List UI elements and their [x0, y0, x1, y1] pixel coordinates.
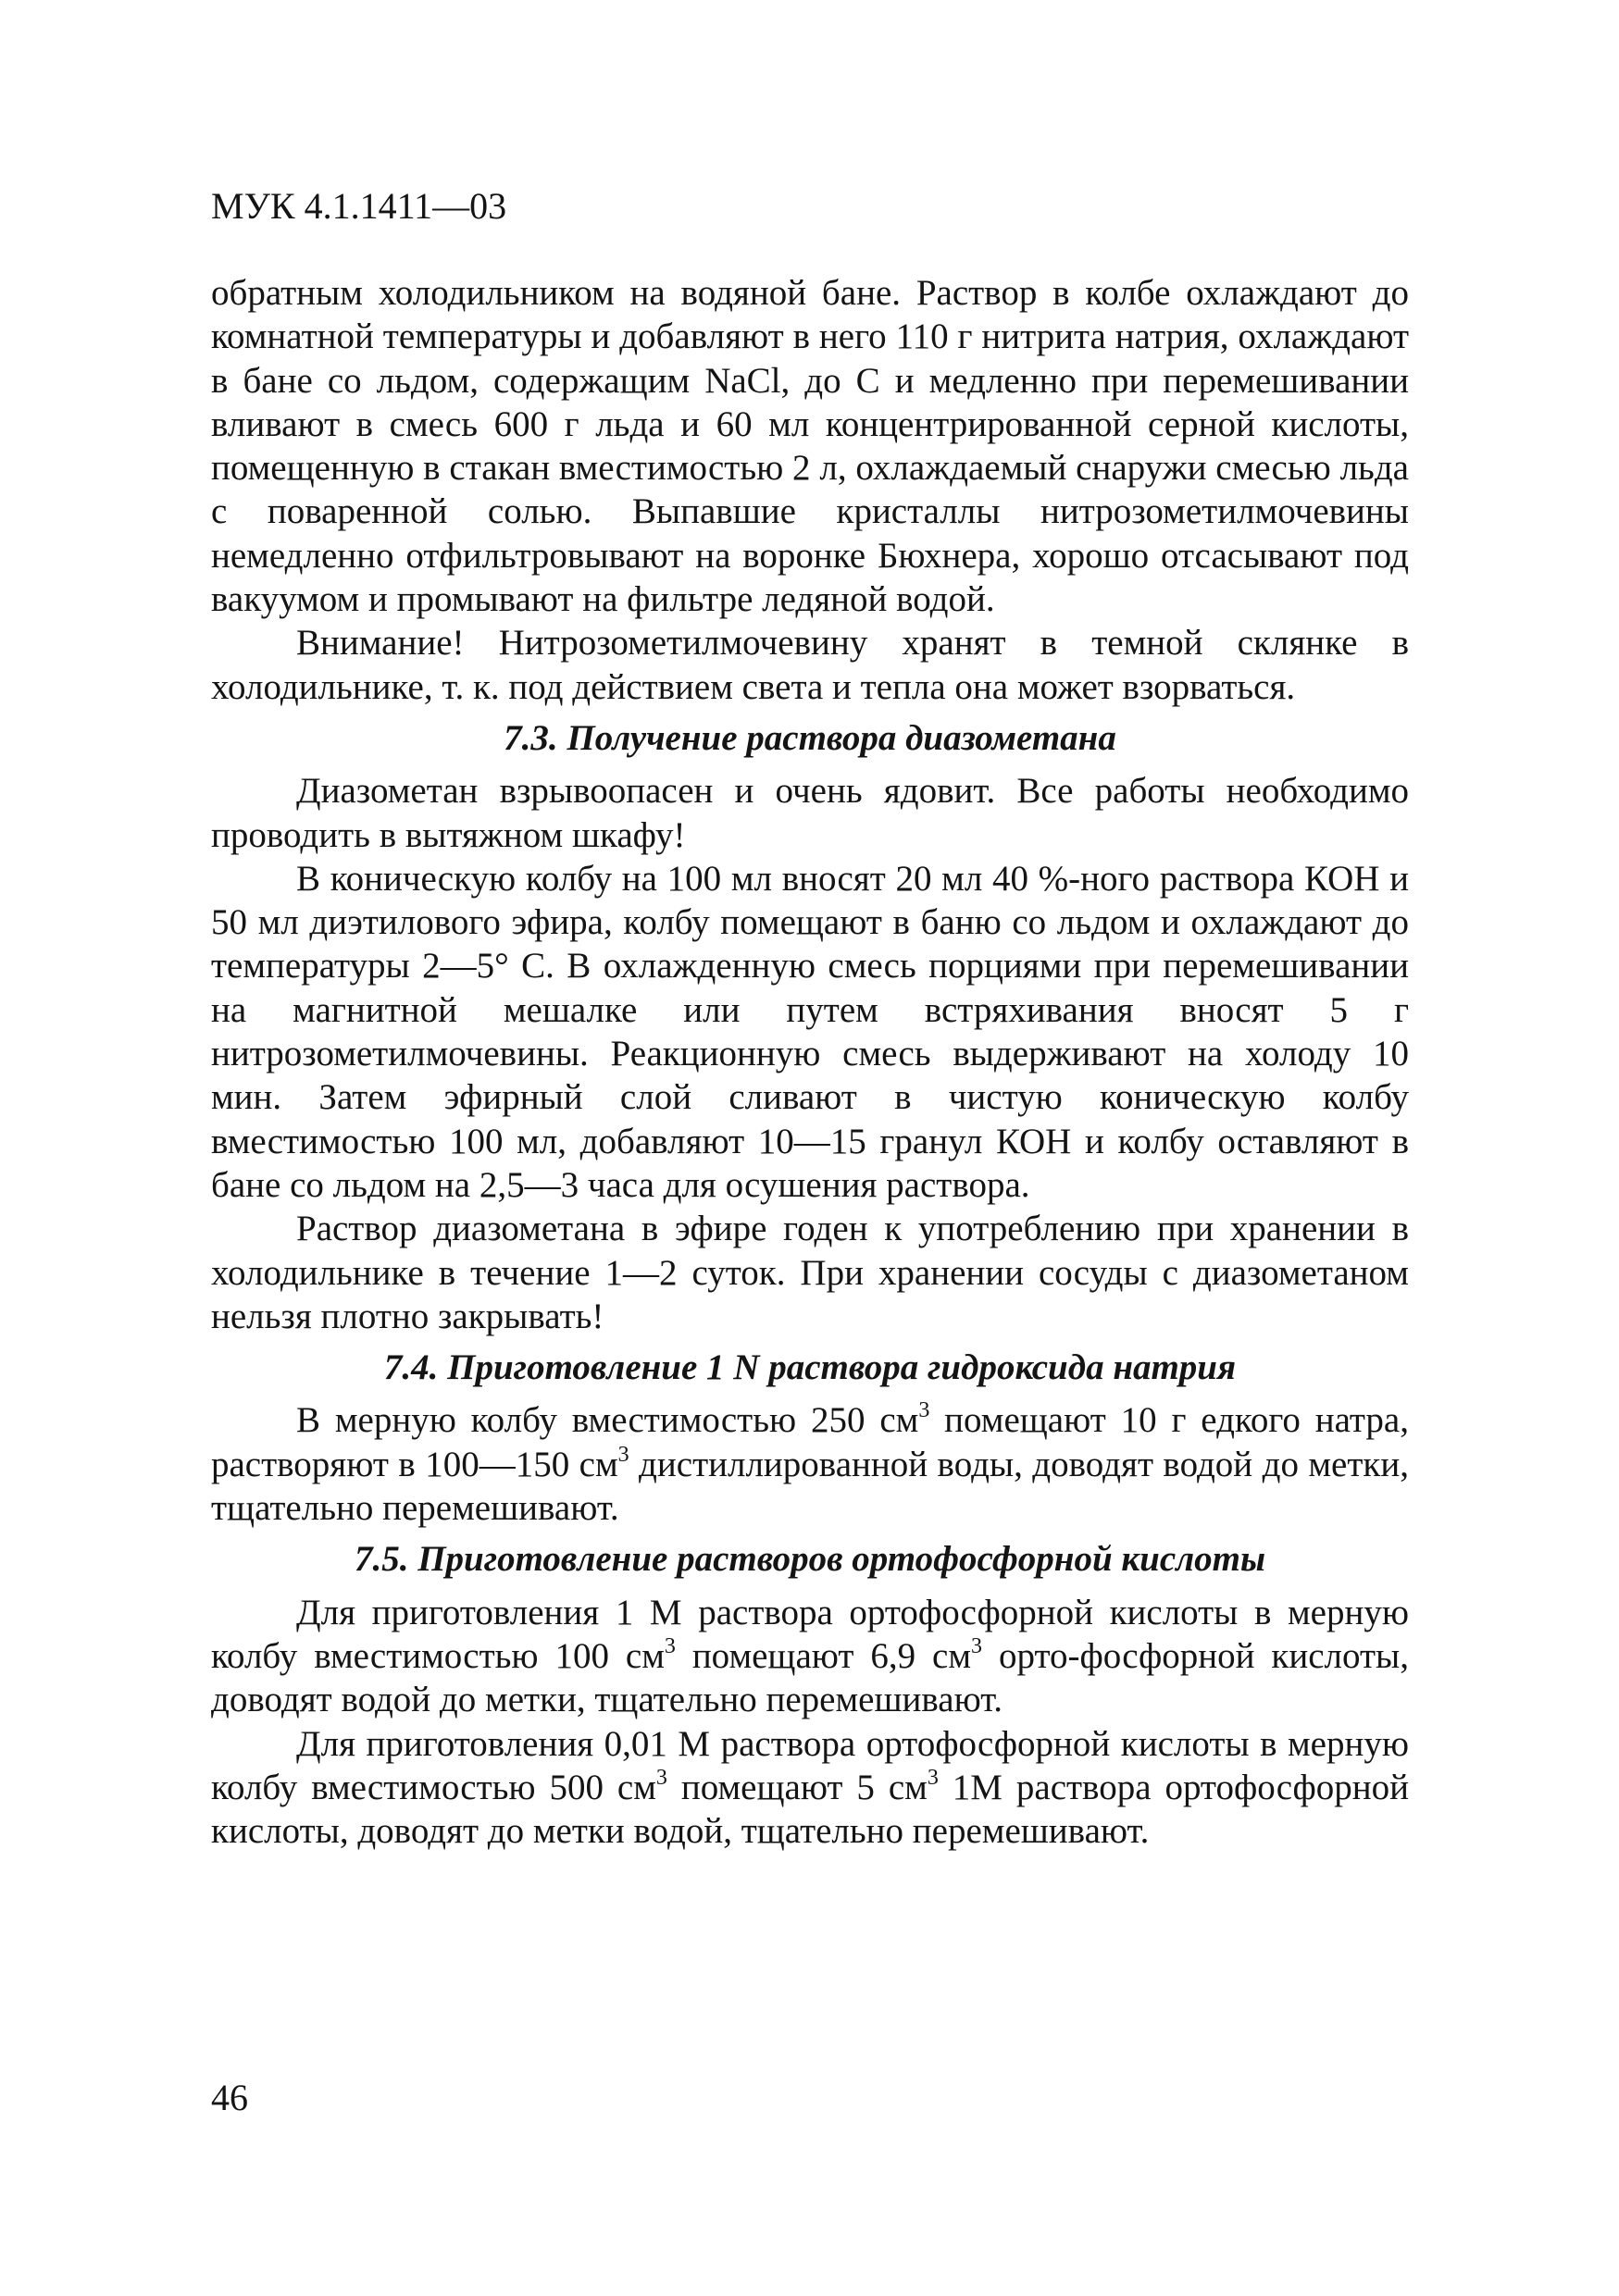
- superscript-cubic: 3: [617, 1442, 629, 1467]
- paragraph-7-3-storage: Раствор диазометана в эфире годен к употреблению при хранении в холодильнике в течение 1—2 суток. При хранении сосуды с диазометаном нельзя плотно закрывать!: [211, 1209, 1409, 1336]
- text-segment: Для приготовления 1 М раствора ортофосфорной кислоты в мерную колбу вместимостью 100 см: [211, 1592, 1409, 1676]
- text-segment: помещают 10 г едкого натра, растворяют в 100—150 см: [211, 1400, 1409, 1484]
- text-segment: помещают 6,9 см: [675, 1635, 972, 1676]
- paragraph-warning: Внимание! Нитрозометилмочевину хранят в темной склянке в холодильнике, т. к. под действием света и тепла она может взорваться.: [211, 623, 1409, 707]
- superscript-cubic: 3: [664, 1633, 676, 1658]
- text-segment: Для приготовления 0,01 М раствора ортофосфорной кислоты в мерную колбу вместимостью 500 см: [211, 1723, 1409, 1807]
- text-segment: 1М раствора ортофосфорной кислоты, доводят до метки водой, тщательно перемешивают.: [211, 1767, 1409, 1852]
- paragraph-synthesis-continued: обратным холодильником на водяной бане. Раствор в колбе охлаждают до комнатной температуры и добавляют в него 110 г нитрита натрия, охлаждают в бане со льдом, содержащим NaCl, до С и медленно при перемешивании вливают в смесь 600 г льда и 60 мл концентрированной серной кислоты, помещенную в стакан вместимостью 2 л, охлаждаемый снаружи смесью льда с поваренной солью. Выпавшие кристаллы нитрозометилмочевины немедленно отфильтровывают на воронке Бюхнера, хорошо отсасывают под вакуумом и промывают на фильтре ледяной водой.: [211, 273, 1409, 620]
- section-heading-7-4: 7.4. Приготовление 1 N раствора гидроксида натрия: [383, 1347, 1237, 1388]
- superscript-cubic: 3: [927, 1765, 939, 1790]
- page-body: [211, 271, 1409, 1853]
- superscript-cubic: 3: [655, 1765, 667, 1790]
- superscript-cubic: 3: [971, 1633, 983, 1658]
- paragraph-7-5-1m-solution: [211, 1591, 1409, 1722]
- paragraph-7-3-procedure: В коническую колбу на 100 мл вносят 20 мл 40 %-ного раствора КОН и 50 мл диэтилового эфира, колбу помещают в баню со льдом и охлаждают до температуры 2—5° С. В охлажденную смесь порциями при перемешивании на магнитной мешалке или путем встряхивания вносят 5 г нитрозометилмочевины. Реакционную смесь выдерживают на холоду 10 мин. Затем эфирный слой сливают в чистую коническую колбу вместимостью 100 мл, добавляют 10—15 гранул КОН и колбу оставляют в бане со льдом на 2,5—3 часа для осушения раствора.: [211, 858, 1409, 1205]
- text-segment: дистиллированной воды, доводят водой до метки, тщательно перемешивают.: [211, 1444, 1409, 1529]
- text-segment: В мерную колбу вместимостью 250 см: [296, 1400, 919, 1441]
- paragraph-7-5-001m-solution: [211, 1722, 1409, 1854]
- document-code-header: МУК 4.1.1411—03: [211, 185, 507, 227]
- text-segment: орто-фосфорной кислоты, доводят водой до метки, тщательно перемешивают.: [211, 1635, 1409, 1720]
- section-heading-7-5: 7.5. Приготовление растворов ортофосфорной кислоты: [354, 1539, 1266, 1580]
- paragraph-7-3-safety: Диазометан взрывоопасен и очень ядовит. Все работы необходимо проводить в вытяжном шкафу!: [211, 771, 1409, 855]
- section-heading-7-3: 7.3. Получение раствора диазометана: [504, 717, 1116, 758]
- paragraph-7-4-procedure: [211, 1398, 1409, 1530]
- superscript-cubic: 3: [918, 1398, 930, 1423]
- text-segment: помещают 5 см: [666, 1767, 928, 1807]
- page-number: 46: [211, 2077, 248, 2118]
